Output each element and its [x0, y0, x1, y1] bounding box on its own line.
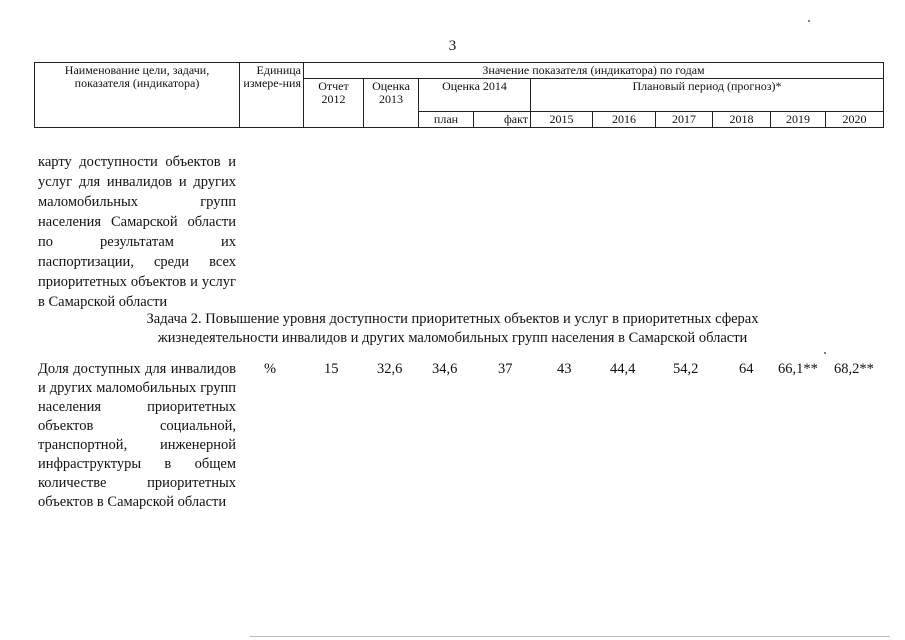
value-2020: 68,2** [834, 361, 874, 377]
value-2018: 64 [739, 361, 754, 377]
scan-speck [808, 20, 810, 22]
header-name-col: Наименование цели, задачи, показателя (индикатора) [35, 63, 240, 128]
header-year-2018: 2018 [713, 112, 771, 128]
page-number: 3 [448, 38, 457, 54]
indicator-table-header [34, 62, 884, 128]
value-2016: 44,4 [610, 361, 636, 377]
value-estimate-2013: 32,6 [377, 361, 403, 377]
task-line-1: Задача 2. Повышение уровня доступности приоритетных объектов и услуг в приоритетных сферах [146, 311, 759, 327]
header-plan: план [419, 112, 474, 128]
header-values-group: Значение показателя (индикатора) по годам [304, 63, 884, 79]
header-year-2015: 2015 [531, 112, 593, 128]
value-2015: 43 [557, 361, 572, 377]
header-year-2016: 2016 [593, 112, 656, 128]
header-fact: факт [474, 112, 531, 128]
value-2019: 66,1** [778, 361, 818, 377]
value-2017: 54,2 [673, 361, 699, 377]
header-year-2017: 2017 [656, 112, 713, 128]
value-fact-2014: 37 [498, 361, 513, 377]
indicator-unit: % [264, 361, 277, 377]
indicator-name: Доля доступных для инвалидов и других маломобильных групп населения приоритетных объектов социальной, транспортной, инженерной инфраструктуры в общем количестве приоритетных объектов в Самарской области [38, 361, 236, 510]
scan-edge-line [250, 636, 890, 637]
task-line-2: жизнедеятельности инвалидов и других маломобильных групп населения в Самарской области [157, 330, 748, 346]
header-plan-period: Плановый период (прогноз)* [531, 79, 884, 112]
header-estimate-2013: Оценка 2013 [364, 79, 419, 128]
continuation-indicator-text: карту доступности объектов и услуг для инвалидов и других маломобильных групп населения Самарской области по результатам их паспортизации, среди всех приоритетных объектов и услуг в Самарской области [38, 154, 236, 310]
scan-speck [824, 352, 826, 354]
header-year-2019: 2019 [771, 112, 826, 128]
header-report-2012: Отчет 2012 [304, 79, 364, 128]
value-report-2012: 15 [324, 361, 339, 377]
task-2-heading [0, 310, 905, 348]
header-estimate-2014: Оценка 2014 [419, 79, 531, 112]
header-unit-col: Единица измере-ния [240, 63, 304, 128]
value-plan-2014: 34,6 [432, 361, 458, 377]
indicator-values-row [0, 360, 905, 380]
header-year-2020: 2020 [826, 112, 884, 128]
